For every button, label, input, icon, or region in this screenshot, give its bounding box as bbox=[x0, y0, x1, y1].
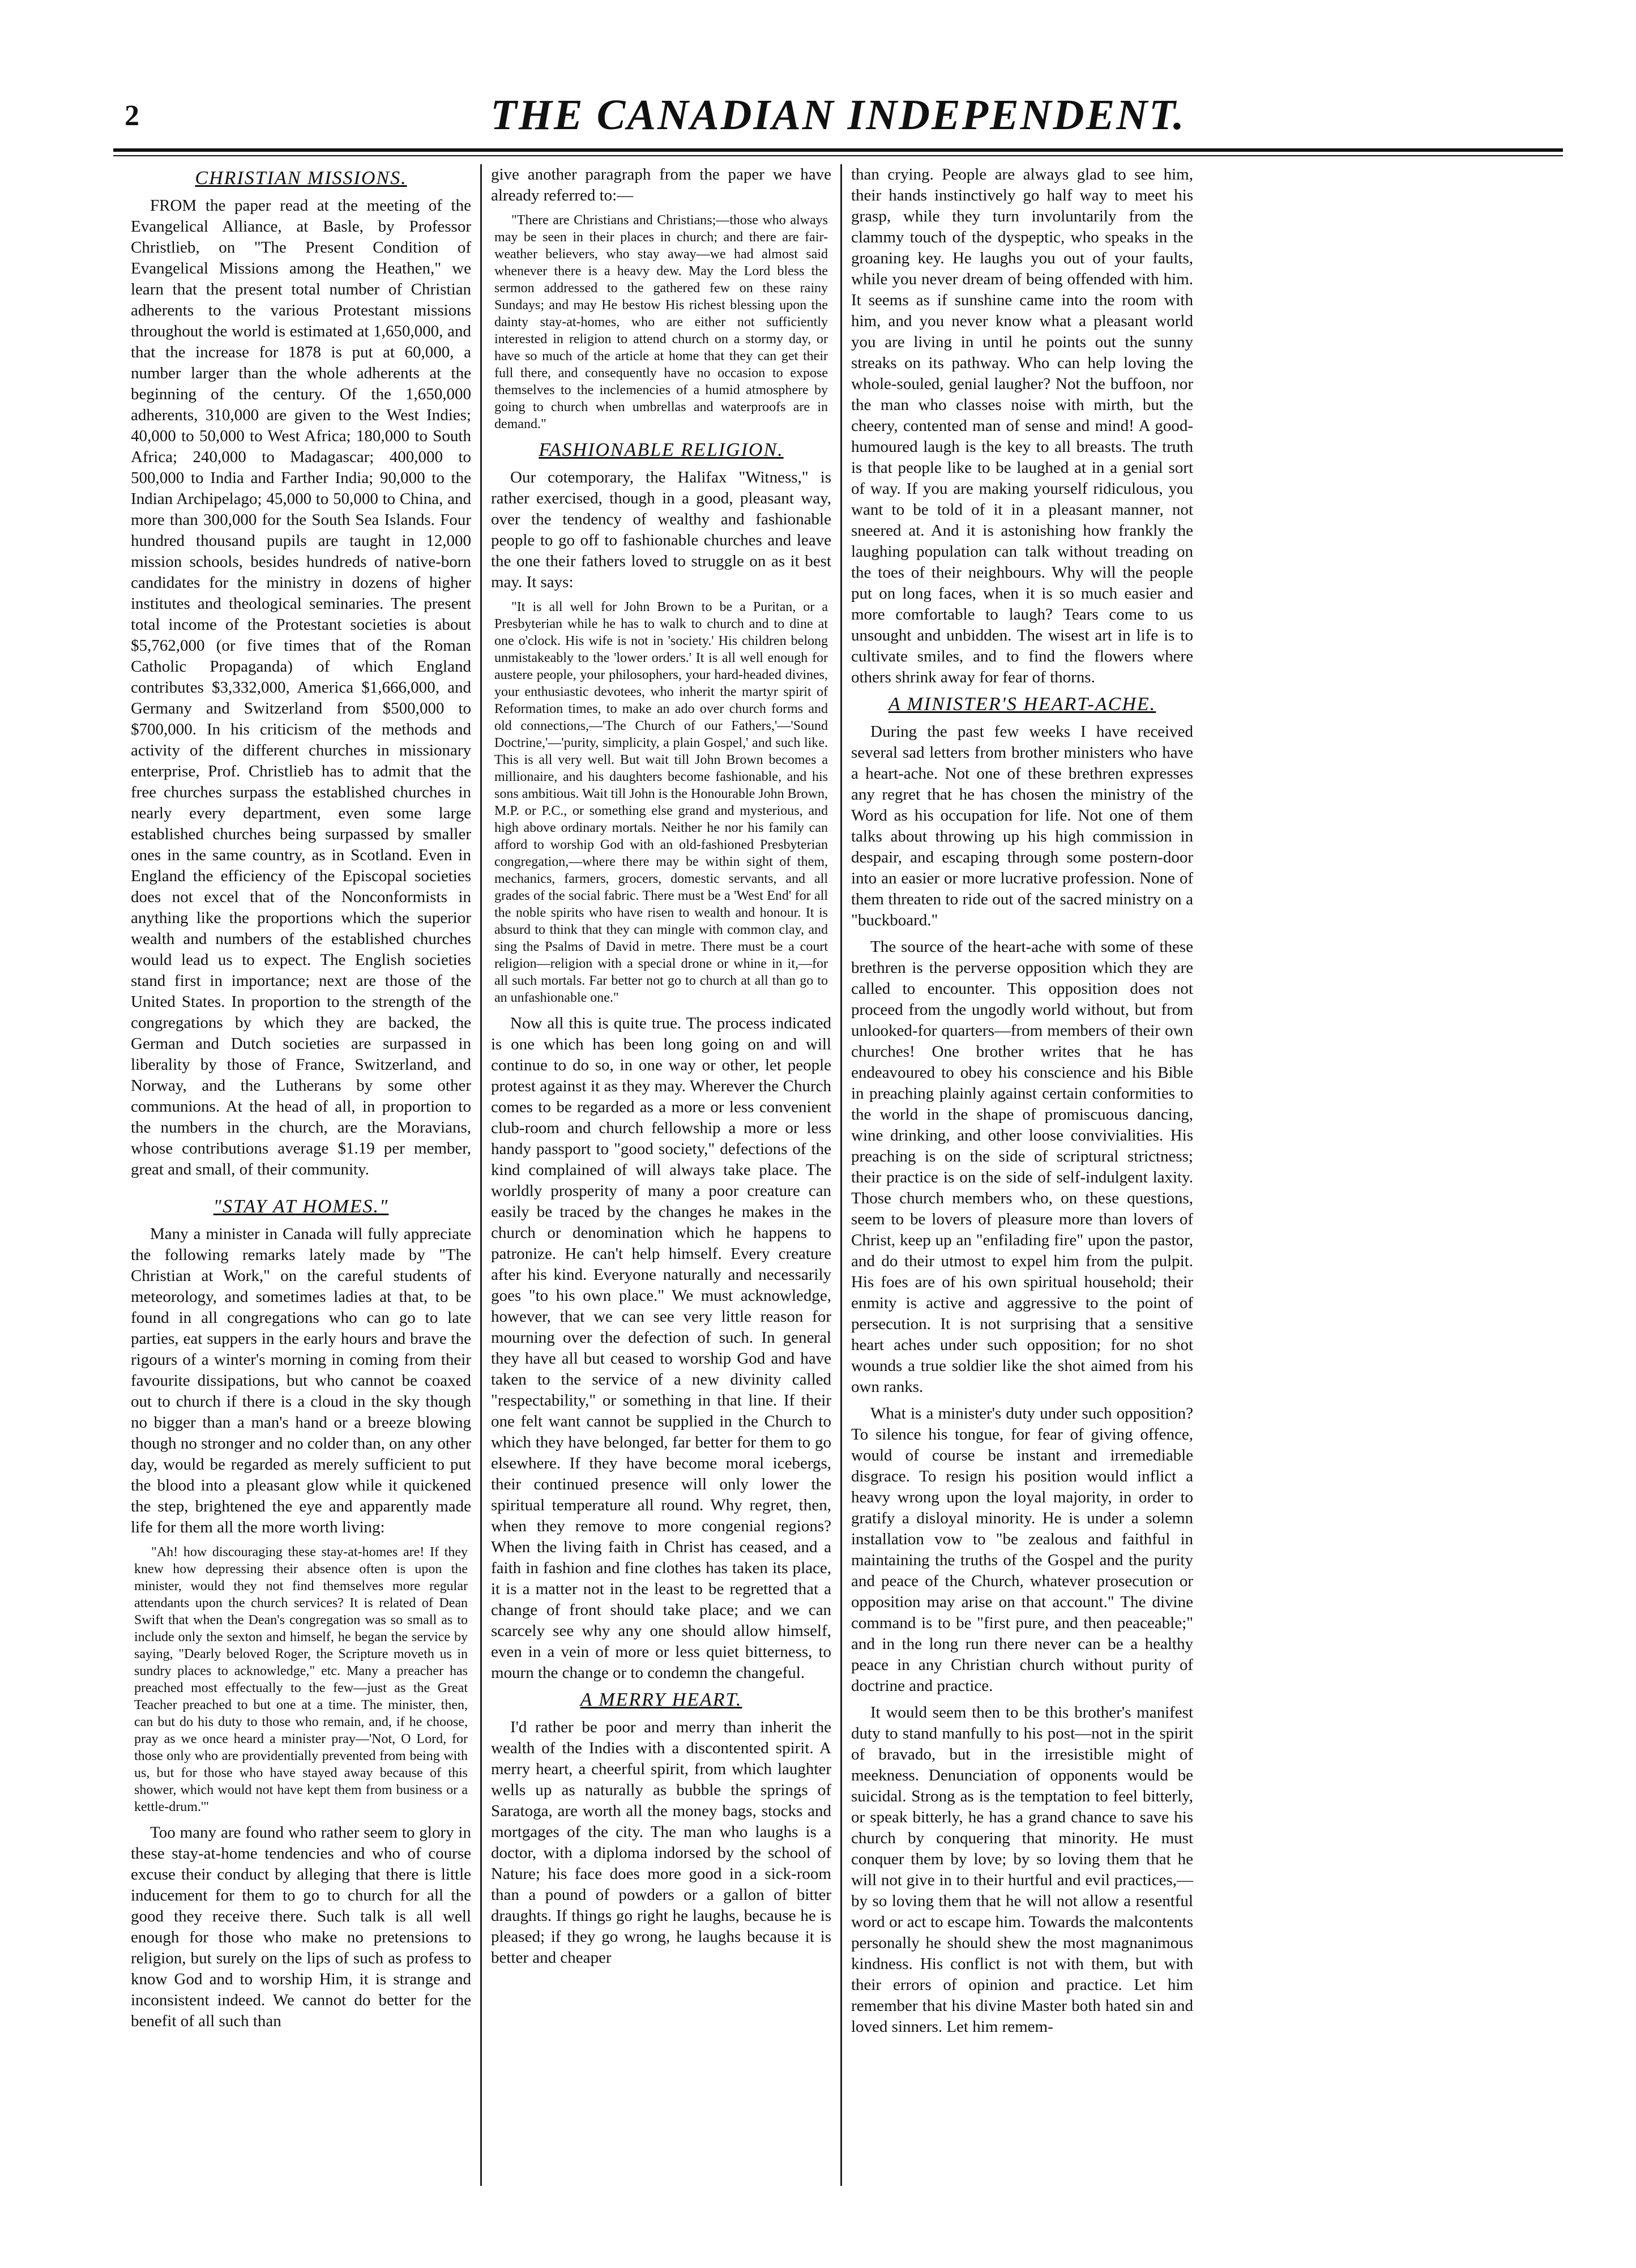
article-columns bbox=[122, 164, 1563, 2186]
heading-fashionable-religion: FASHIONABLE RELIGION. bbox=[539, 439, 784, 460]
article-paragraph: Too many are found who rather seem to glory in these stay-at-home tendencies and who of course excuse their conduct by alleging that there is little inducement for them to go to church for all the good they receive there. Such talk is all well enough for those who make no pretensions to religion, but surely on the lips of such as profess to know God and to worship Him, it is strange and inconsistent indeed. We cannot do better for the benefit of all such than bbox=[131, 1823, 471, 2030]
heading-christian-missions: CHRISTIAN MISSIONS. bbox=[195, 168, 407, 189]
column-3 bbox=[842, 164, 1202, 2186]
article-paragraph: The source of the heart-ache with some of these brethren is the perverse opposition which they are called to encounter. This opposition does not proceed from the ungodly world without, but from unlooked-for quarters—from members of their own churches! One brother writes that he has endeavoured to obey his conscience and his Bible in preaching plainly against certain conformities to the world in the shape of promiscuous dancing, wine drinking, and other loose convivialities. His preaching is on the side of scriptural strictness; their practice is on the side of self-indulgent laxity. Those church members who, on these questions, seem to be lovers of pleasure more than lovers of Christ, keep up an "enfilading fire" upon the pastor, and do their utmost to expel him from the pulpit. His foes are of his own spiritual household; their enmity is active and aggressive to the point of persecution. It is not surprising that a sensitive heart aches under such opposition; for no shot wounds a true soldier like the shot aimed from his own ranks. bbox=[851, 938, 1193, 1396]
article-paragraph: FROM the paper read at the meeting of the Evangelical Alliance, at Basle, by Professor Christlieb, on "The Present Condition of Evangelical Missions among the Heathen," we learn that the present total number of Christian adherents to the various Protestant missions throughout the world is estimated at 1,650,000, and that the increase for 1878 is put at 60,000, a number larger than the whole adherents at the beginning of the century. Of the 1,650,000 adherents, 310,000 are given to the West Indies; 40,000 to 50,000 to West Africa; 180,000 to South Africa; 240,000 to Madagascar; 400,000 to 500,000 to India and Farther India; 90,000 to the Indian Archipelago; 45,000 to 50,000 to China, and more than 300,000 for the South Sea Islands. Four hundred thousand pupils are taught in 12,000 mission schools, besides hundreds of native-born candidates for the ministry in dozens of higher institutes and theological seminaries. The present total income of the Protestant societies is about $5,762,000 (or five times that of the Roman Catholic Propaganda) of which England contributes $3,332,000, America $1,666,000, and Germany and Switzerland from $500,000 to $700,000. In his criticism of the methods and activity of the different churches in missionary enterprise, Prof. Christlieb has to admit that the free churches surpass the established churches in nearly every department, even some large established churches being surpassed by smaller ones in the same country, as in Scotland. Even in England the efficiency of the Episcopal societies does not excel that of the Nonconformists in anything like the proportions which the superior wealth and numbers of the established churches would lead us to expect. The English societies stand first in importance; next are those of the United States. In proportion to the strength of the congregations by which they are backed, the German and Dutch societies are surpassed in liberality by those of France, Switzerland, and Norway, and the Lutherans by some other communions. At the head of all, in proportion to the numbers in the church, are the Moravians, whose contributions average $1.19 per member, great and small, of their community. bbox=[131, 197, 471, 1178]
section-divider bbox=[131, 1186, 471, 1193]
article-paragraph: Our cotemporary, the Halifax "Witness," is rather exercised, though in a good, pleasant way, over the tendency of wealthy and fashionable people to go off to fashionable churches and leave the one their fathers loved to struggle on as it best may. It says: bbox=[491, 468, 831, 591]
column-2 bbox=[482, 164, 842, 2186]
header-rule bbox=[113, 148, 1563, 156]
article-paragraph: than crying. People are always glad to see him, their hands instinctively go half way to meet his grasp, while they turn involuntarily from the clammy touch of the dyspeptic, who speaks in the groaning key. He laughs you out of your faults, while you never dream of being offended with him. It seems as if sunshine came into the room with him, and you never know what a pleasant world you are living in until he points out the sunny streaks on its pathway. Who can help loving the whole-souled, genial laugher? Not the buffoon, nor the man who classes noise with mirth, but the cheery, contented man of sense and mind! A good-humoured laugh is the key to all breasts. The truth is that people like to be laughed at in a genial sort of way. If you are making yourself ridiculous, you want to be told of it in a pleasant manner, not sneered at. And it is astonishing how frankly the laughing population can talk without treading on the toes of their neighbours. Why will the people put on long faces, when it is so much easier and more comfortable to laugh? Tears come to us unsought and unbidden. The wisest art in life is to cultivate smiles, and to find the flowers where others shrink away for fear of thorns. bbox=[851, 165, 1193, 686]
block-quote: "There are Christians and Christians;—those who always may be seen in their places in church; and there are fair-weather believers, who stay away—we had almost said whenever there is a heavy dew. May the Lord bless the sermon addressed to the gathered few on these rainy Sundays; and may He bestow His richest blessing upon the dainty stay-at-homes, who are either not sufficiently interested in religion to attend church on a stormy day, or have so much of the article at home that they can get their full there, and consequently have no occasion to expose themselves to the inclemencies of a humid atmosphere by going to church when umbrellas and waterproofs are in demand." bbox=[494, 213, 828, 432]
heading-merry-heart: A MERRY HEART. bbox=[580, 1689, 742, 1710]
article-paragraph: During the past few weeks I have received several sad letters from brother ministers who have a heart-ache. Not one of these brethren expresses any regret that he has chosen the ministry of the Word as his occupation for life. Not one of them talks about throwing up his high commission in despair, and escaping through some postern-door into an easier or more lucrative profession. None of them threaten to ride out of the sacred ministry on a "buckboard." bbox=[851, 723, 1193, 929]
masthead-title: THE CANADIAN INDEPENDENT. bbox=[490, 91, 1186, 139]
block-quote: "Ah! how discouraging these stay-at-homes are! If they knew how depressing their absence often is upon the minister, would they not find themselves more regular attendants upon the church services? It is related of Dean Swift that when the Dean's congregation was so small as to include only the sexton and himself, he began the service by saying, "Dearly beloved Roger, the Scripture moveth us in sundry places to acknowledge," etc. Many a preacher has preached most effectually to the few—just as the Great Teacher preached to but one at a time. The minister, then, can but do his duty to those who remain, and, if he choose, pray as we once heard a minister pray—'Not, O Lord, for those only who are providentially prevented from being with us, but for those who have stayed away because of this shower, which would not have kept them from business or a kettle-drum.'" bbox=[134, 1545, 468, 1814]
page-number: 2 bbox=[125, 100, 139, 132]
article-paragraph: give another paragraph from the paper we have already referred to:— bbox=[491, 165, 831, 204]
article-paragraph: Now all this is quite true. The process indicated is one which has been long going on and will continue to do so, in one way or other, let people protest against it as they may. Wherever the Church comes to be regarded as a more or less convenient club-room and church fellowship a more or less handy passport to "good society," defections of the kind complained of will always take place. The worldly prosperity of many a poor creature can easily be traced by the changes he makes in the church or denomination which he happens to patronize. He can't help himself. Every creature after his kind. Everyone naturally and necessarily goes "to his own place." We must acknowledge, however, that we can see very little reason for mourning over the defection of such. In general they have all but ceased to worship God and have taken to the service of a new divinity called "respectability," or something in that line. If their one felt want cannot be supplied in the Church to which they have belonged, far better for them to go elsewhere. If they have become moral icebergs, their continued presence will only lower the spiritual temperature all round. Why regret, then, when they remove to more congenial regions? When the living faith in Christ has ceased, and a faith in fashion and fine clothes has taken its place, it is a matter not in the least to be regretted that a change of front should take place; and we can scarcely see why any one should allow himself, even in a vein of more or less quiet bitterness, to mourn the change or to condemn the changeful. bbox=[491, 1014, 831, 1682]
block-quote: "It is all well for John Brown to be a Puritan, or a Presbyterian while he has to walk to church and to dine at one o'clock. His wife is not in 'society.' His children belong unmistakeably to the 'lower orders.' It is all well enough for austere people, your philosophers, your hard-headed divines, your enthusiastic devotees, who inherit the martyr spirit of Reformation times, to make an ado over church forms and old connections,—'The Church of our Fathers,'—'Sound Doctrine,'—'purity, simplicity, a plain Gospel,' and such like. This is all very well. But wait till John Brown becomes a millionaire, and his daughters become fashionable, and his sons ambitious. Wait till John is the Honourable John Brown, M.P. or P.C., or something else grand and mysterious, and high above ordinary mortals. Neither he nor his family can afford to worship God with an old-fashioned Presbyterian congregation,—where there may be within sight of them, mechanics, farmers, grocers, domestic servants, and all grades of the social fabric. There must be a 'West End' for all the noble spirits who have risen to wealth and honour. It is absurd to think that they can mingle with common clay, and sing the Psalms of David in metre. There must be a court religion—religion with a special drone or whine in it,—for all such mortals. Far better not go to church at all than go to an unfashionable one." bbox=[494, 600, 828, 1005]
page-header bbox=[113, 85, 1563, 147]
article-paragraph: I'd rather be poor and merry than inherit the wealth of the Indies with a discontented spirit. A merry heart, a cheerful spirit, from which laughter wells up as naturally as bubble the springs of Saratoga, are worth all the money bags, stocks and mortgages of the city. The man who laughs is a doctor, with a diploma indorsed by the school of Nature; his face does more good in a sick-room than a pound of powders or a gallon of bitter draughts. If things go right he laughs, because he is pleased; if they go wrong, he laughs because it is better and cheaper bbox=[491, 1718, 831, 1967]
column-1 bbox=[122, 164, 482, 2186]
heading-ministers-heart-ache: A MINISTER'S HEART-ACHE. bbox=[888, 694, 1156, 715]
article-paragraph: It would seem then to be this brother's manifest duty to stand manfully to his post—not in the spirit of bravado, but in the irresistible might of meekness. Denunciation of opponents would be suicidal. Strong as is the temptation to feel bitterly, or speak bitterly, he has a grand chance to save his church by conquering that minority. He must conquer them by love; by so loving them that he will not give in to their hurtful and evil practices,—by so loving them that he will not allow a resentful word or act to escape him. Towards the malcontents personally he should shew the most magnanimous kindness. His conflict is not with them, but with their errors of opinion and practice. Let him remember that his divine Master both hated sin and loved sinners. Let him remem- bbox=[851, 1703, 1193, 2036]
heading-stay-at-homes: "STAY AT HOMES." bbox=[213, 1196, 389, 1217]
article-paragraph: Many a minister in Canada will fully appreciate the following remarks lately made by "The Christian at Work," on the careful students of meteorology, and sometimes ladies at that, to be found in all congregations who can go to late parties, eat suppers in the early hours and brave the rigours of a winter's morning in coming from their favourite dissipations, but who cannot be coaxed out to church if there is a cloud in the sky though no bigger than a man's hand or a breeze blowing though no stronger and no colder than, on any other day, would be regarded as merely sufficient to put the blood into a pleasant glow while it quickened the step, brightened the eye and apparently made life for them all the more worth living: bbox=[131, 1225, 471, 1536]
article-paragraph: What is a minister's duty under such opposition? To silence his tongue, for fear of giving offence, would of course be instant and irremediable disgrace. To resign his position would inflict a heavy wrong upon the loyal majority, in order to gratify a disloyal minority. He is under a solemn installation vow to "be zealous and faithful in maintaining the truths of the Gospel and the purity and peace of the Church, whatever prosecution or opposition may arise on that account." The divine command is to be "first pure, and then peaceable;" and in the long run there never can be a healthy peace in any Christian church without purity of doctrine and practice. bbox=[851, 1404, 1193, 1695]
